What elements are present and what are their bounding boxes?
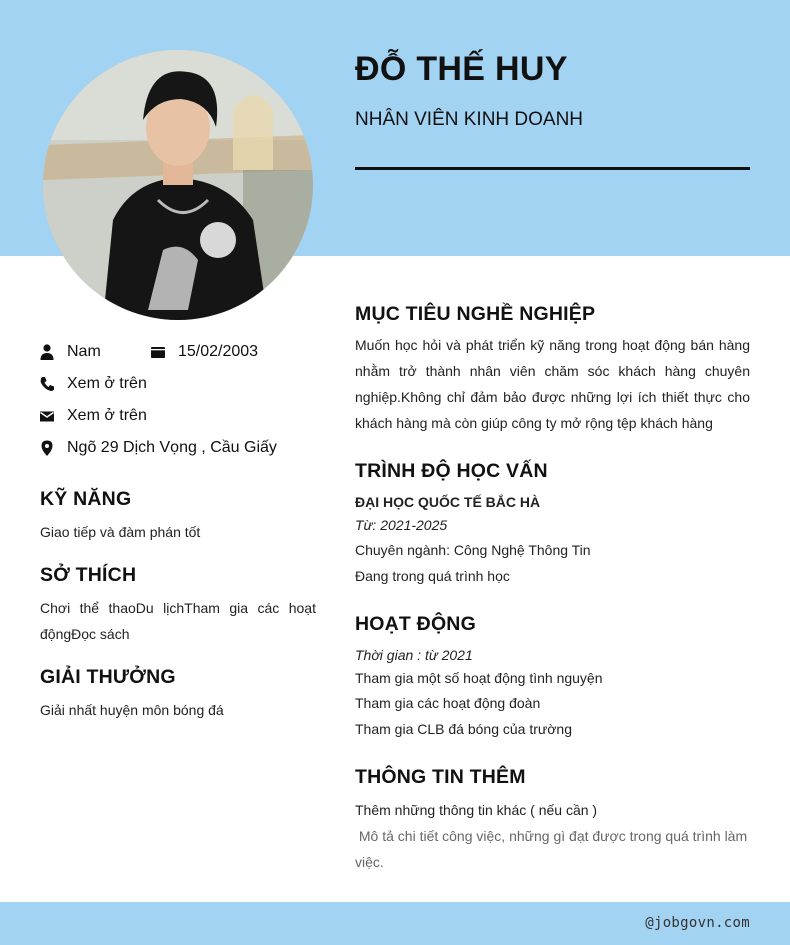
activities-title: HOẠT ĐỘNG: [355, 613, 476, 635]
activities-period: Thời gian : từ 2021: [355, 647, 473, 663]
education-title: TRÌNH ĐỘ HỌC VẤN: [355, 460, 548, 482]
phone-icon: [38, 375, 56, 393]
email-row: [38, 407, 147, 425]
school-name: ĐẠI HỌC QUỐC TẾ BẮC HÀ: [355, 494, 541, 510]
education-major: Chuyên ngành: Công Nghệ Thông Tin: [355, 542, 591, 558]
extra-info-line2: Mô tả chi tiết công việc, những gì đạt được trong quá trình làm việc.: [355, 828, 752, 870]
mail-icon: [38, 407, 56, 425]
extra-info-title: THÔNG TIN THÊM: [355, 766, 526, 788]
email-value: Xem ở trên: [67, 407, 147, 424]
activity-item: Tham gia các hoạt động đoàn: [355, 695, 541, 711]
phone-value: Xem ở trên: [67, 375, 147, 392]
activity-item: Tham gia CLB đá bóng của trường: [355, 721, 573, 737]
location-pin-icon: [38, 439, 56, 457]
address-value: Ngõ 29 Dịch Vọng , Cầu Giấy: [67, 439, 277, 456]
hobbies-title: SỞ THÍCH: [40, 564, 137, 586]
gender-value: Nam: [67, 343, 101, 360]
education-status: Đang trong quá trình học: [355, 568, 510, 584]
person-icon: [38, 343, 56, 361]
calendar-icon: [149, 343, 167, 361]
awards-text: Giải nhất huyện môn bóng đá: [40, 702, 224, 718]
objective-text: Muốn học hỏi và phát triển kỹ năng trong hoạt động bán hàng nhằm trở thành nhân viên chăm sóc khách hàng chuyên nghiệp.Không chỉ đảm bảo được những lợi ích thiết thực cho khách hàng mà còn giúp công ty mở rộng tệp khách hàng: [355, 337, 750, 431]
skills-title: KỸ NĂNG: [40, 488, 132, 510]
phone-row: [38, 375, 147, 393]
profile-photo-illustration: [43, 50, 313, 320]
address-row: [38, 439, 277, 457]
birthdate-value: 15/02/2003: [178, 343, 259, 360]
education-period: Từ: 2021-2025: [355, 517, 448, 533]
job-title: NHÂN VIÊN KINH DOANH: [355, 109, 584, 130]
activity-item: Tham gia một số hoạt động tình nguyện: [355, 670, 603, 686]
gender-row: [38, 343, 101, 361]
hobbies-text: Chơi thể thaoDu lịchTham gia các hoạt độngĐọc sách: [40, 600, 316, 642]
header-divider: [355, 167, 750, 170]
skills-text: Giao tiếp và đàm phán tốt: [40, 524, 201, 540]
objective-title: MỤC TIÊU NGHỀ NGHIỆP: [355, 303, 596, 325]
profile-photo: [43, 50, 313, 320]
awards-title: GIẢI THƯỞNG: [40, 666, 176, 688]
extra-info-line1: Thêm những thông tin khác ( nếu cần ): [355, 802, 598, 818]
birthdate-row: [149, 343, 258, 361]
candidate-name: ĐỖ THẾ HUY: [355, 50, 568, 88]
footer-watermark: @jobgovn.com: [645, 915, 750, 931]
